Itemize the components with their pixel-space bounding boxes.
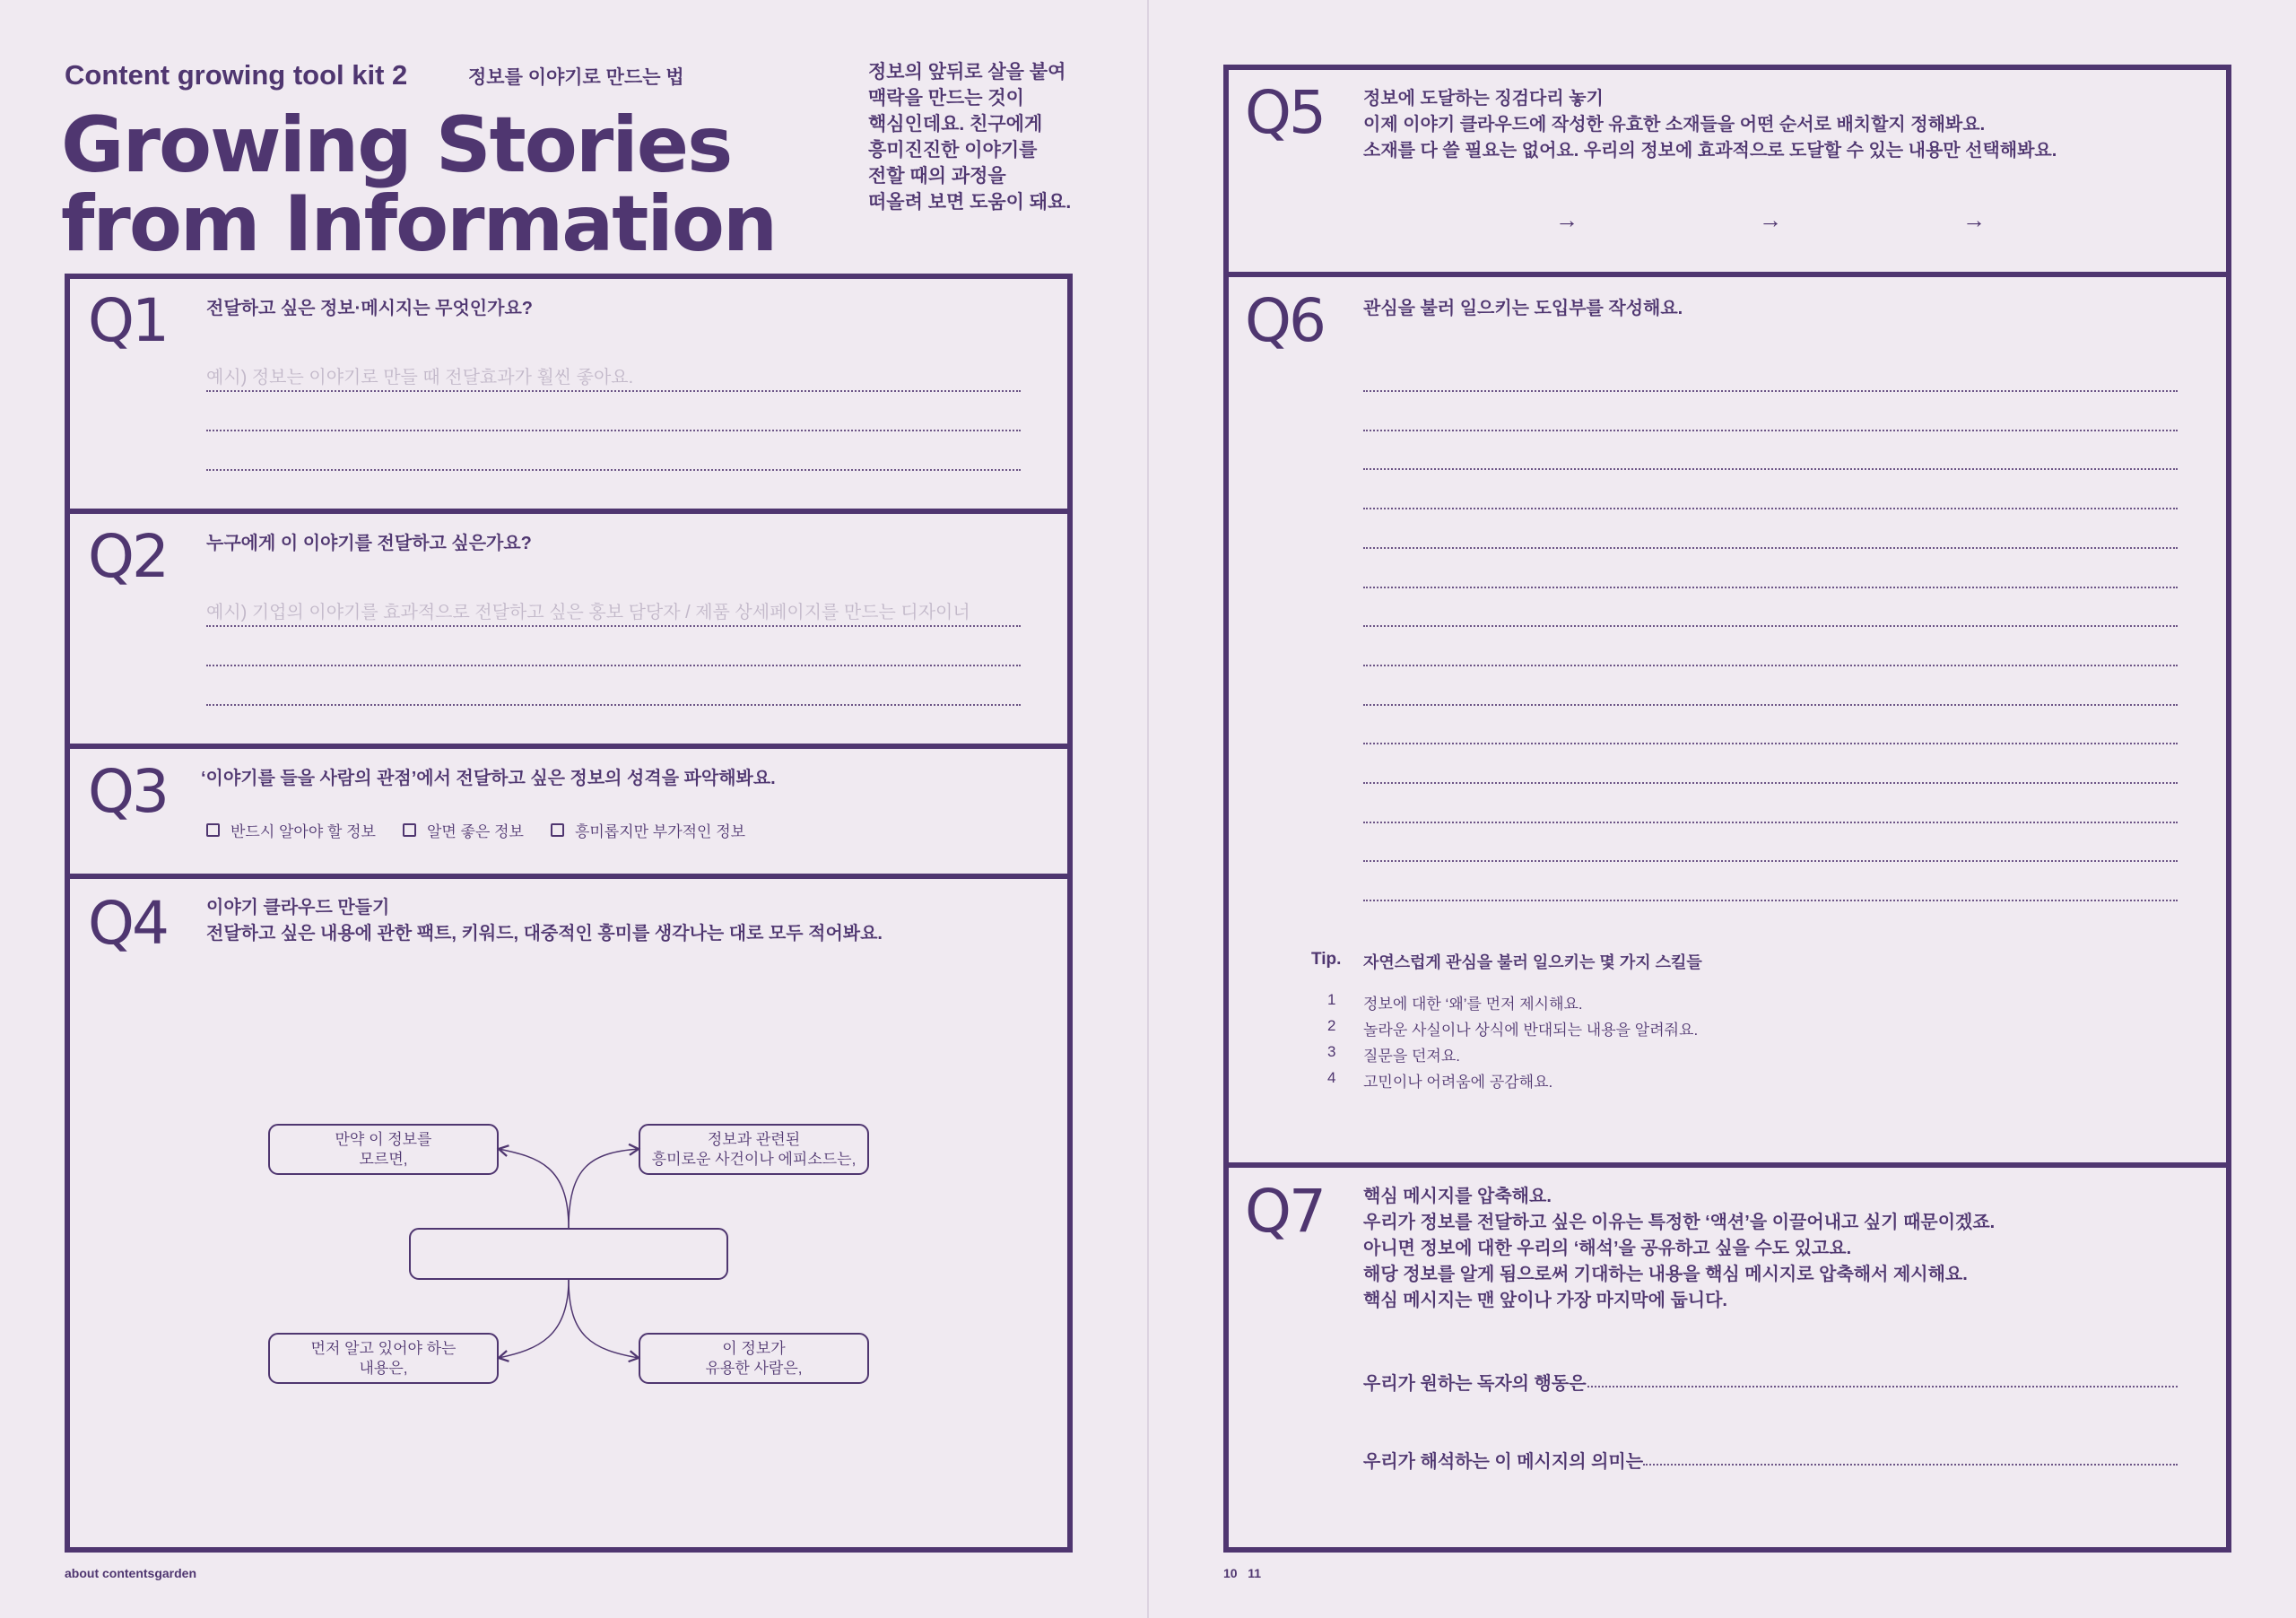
q6-answer-line[interactable]	[1363, 860, 2178, 862]
q6-question: 관심을 불러 일으키는 도입부를 작성해요.	[1363, 299, 1683, 318]
q6-answer-line[interactable]	[1363, 430, 2178, 431]
q6-answer-line[interactable]	[1363, 547, 2178, 549]
arrow-right-icon: →	[1555, 206, 1578, 233]
q7-number: Q7	[1245, 1177, 1324, 1246]
q6-answer-line[interactable]	[1363, 900, 2178, 901]
cloud-node-bottom-left[interactable]: 먼저 알고 있어야 하는 내용은,	[268, 1333, 499, 1384]
q7-field1-line[interactable]	[1587, 1386, 2178, 1387]
tip-label: Tip.	[1311, 950, 1342, 969]
q7-question: 핵심 메시지를 압축해요. 우리가 정보를 전달하고 싶은 이유는 특정한 ‘액션’을 이끌어내고 싶기 때문이겠죠. 아니면 정보에 대한 우리의 ‘해석’을 공유하고 싶을 수도 있고요. 해당 정보를 알게 됨으로써 기대하는 내용을 핵심 메시지로 압축해서 제시해요. 핵심 메시지는 맨 앞이나 가장 마지막에 둡니다.	[1363, 1187, 1996, 1310]
q6-answer-line[interactable]	[1363, 390, 2178, 392]
tip-item: 4 고민이나 어려움에 공감해요.	[1327, 1069, 1553, 1091]
q2-question: 누구에게 이 이야기를 전달하고 싶은가요?	[206, 534, 532, 553]
right-worksheet-frame	[1223, 65, 2231, 1553]
tip-item: 3 질문을 던져요.	[1327, 1043, 1460, 1065]
tip-item: 2 놀라운 사실이나 상식에 반대되는 내용을 알려줘요.	[1327, 1017, 1699, 1039]
cloud-node-top-right[interactable]: 정보과 관련된 흥미로운 사건이나 에피소드는,	[639, 1124, 869, 1175]
q4-question: 이야기 클라우드 만들기 전달하고 싶은 내용에 관한 팩트, 키워드, 대중적인 흥미를 생각나는 대로 모두 적어봐요.	[206, 898, 883, 944]
divider-q5-q6	[1223, 272, 2231, 277]
q6-answer-line[interactable]	[1363, 468, 2178, 470]
intro-text: 정보의 앞뒤로 살을 붙여 맥락을 만드는 것이 핵심인데요. 친구에게 흥미진진한 이야기를 전할 때의 과정을 떠올려 보면 도움이 돼요.	[868, 62, 1072, 213]
q3-question: ‘이야기를 들을 사람의 관점’에서 전달하고 싶은 정보의 성격을 파악해봐요.	[201, 769, 776, 788]
arrow-right-icon: →	[1962, 206, 1986, 233]
q3-option-2[interactable]: 알면 좋은 정보	[403, 819, 524, 841]
q6-answer-line[interactable]	[1363, 508, 2178, 509]
q3-number: Q3	[88, 757, 167, 826]
q2-number: Q2	[88, 522, 167, 591]
cloud-node-top-left[interactable]: 만약 이 정보를 모르면,	[268, 1124, 499, 1175]
footer-brand: about contentsgarden	[65, 1566, 197, 1580]
story-cloud-connectors	[0, 0, 1076, 1435]
divider-q6-q7	[1223, 1162, 2231, 1168]
q7-field1-label: 우리가 원하는 독자의 행동은	[1363, 1374, 1587, 1394]
q3-option-1[interactable]: 반드시 알아야 할 정보	[206, 819, 376, 841]
cloud-node-center[interactable]	[409, 1228, 728, 1280]
q1-question: 전달하고 싶은 정보·메시지는 무엇인가요?	[206, 299, 533, 318]
tip-title: 자연스럽게 관심을 불러 일으키는 몇 가지 스킬들	[1363, 953, 1702, 971]
cloud-node-bottom-right[interactable]: 이 정보가 유용한 사람은,	[639, 1333, 869, 1384]
kit-label: Content growing tool kit 2	[65, 59, 408, 91]
q6-answer-line[interactable]	[1363, 625, 2178, 627]
page-title: Growing Stories from Information	[61, 100, 777, 269]
q1-number: Q1	[88, 286, 167, 355]
page-spine	[1147, 0, 1149, 1618]
q5-question: 정보에 도달하는 징검다리 놓기 이제 이야기 클라우드에 작성한 유효한 소재들을 어떤 순서로 배치할지 정해봐요. 소재를 다 쓸 필요는 없어요. 우리의 정보에 효과적으로 도달할 수 있는 내용만 선택해봐요.	[1363, 89, 2057, 161]
q6-answer-line[interactable]	[1363, 665, 2178, 666]
q6-answer-line[interactable]	[1363, 743, 2178, 744]
q6-number: Q6	[1245, 286, 1324, 355]
arrow-right-icon: →	[1759, 206, 1782, 233]
q3-option-3[interactable]: 흥미롭지만 부가적인 정보	[551, 819, 745, 841]
kit-subtitle: 정보를 이야기로 만드는 법	[468, 67, 684, 88]
page-numbers: 10 11	[1223, 1566, 1262, 1580]
q5-number: Q5	[1245, 78, 1324, 147]
q1-hint: 예시) 정보는 이야기로 만들 때 전달효과가 훨씬 좋아요.	[206, 368, 634, 387]
q6-answer-line[interactable]	[1363, 704, 2178, 706]
q7-field2-label: 우리가 해석하는 이 메시지의 의미는	[1363, 1452, 1644, 1472]
q2-hint: 예시) 기업의 이야기를 효과적으로 전달하고 싶은 홍보 담당자 / 제품 상세페이지를 만드는 디자이너	[206, 603, 970, 622]
q6-answer-line[interactable]	[1363, 587, 2178, 588]
q6-answer-line[interactable]	[1363, 782, 2178, 784]
q4-number: Q4	[88, 889, 167, 958]
q6-answer-line[interactable]	[1363, 822, 2178, 823]
q7-field2-line[interactable]	[1643, 1464, 2178, 1466]
tip-item: 1 정보에 대한 ‘왜’를 먼저 제시해요.	[1327, 991, 1583, 1013]
